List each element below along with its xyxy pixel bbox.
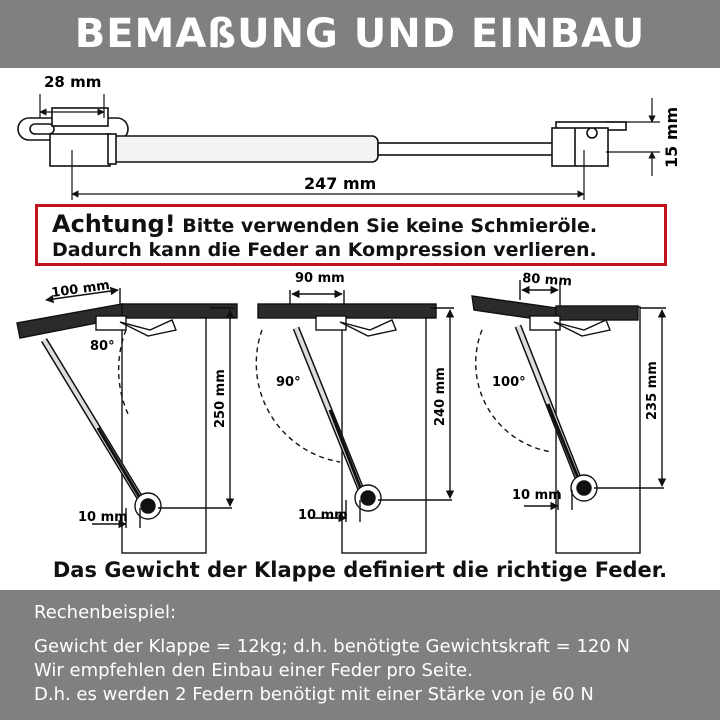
spring-length-label: 247 mm: [304, 174, 377, 193]
height-label-1: 250 mm: [213, 369, 228, 428]
offset-label-1: 10 mm: [78, 510, 128, 525]
flap-width-label-3: 80 mm: [521, 271, 573, 290]
footer-line-1: Gewicht der Klappe = 12kg; d.h. benötigte Gewichtskraft = 120 N: [34, 636, 631, 657]
warning-lead: Achtung!: [52, 210, 176, 238]
gas-spring-drawing: [18, 108, 626, 166]
page-title: BEMAßUNG UND EINBAU: [74, 11, 646, 57]
footer-line-3: D.h. es werden 2 Federn benötigt mit einer Stärke von je 60 N: [34, 684, 594, 705]
angle-label-3: 100°: [492, 375, 526, 390]
footer-line-2: Wir empfehlen den Einbau einer Feder pro Seite.: [34, 660, 473, 681]
warning-line-1: Bitte verwenden Sie keine Schmieröle.: [175, 215, 598, 237]
angle-label-2: 90°: [276, 375, 301, 390]
calculation-footer: [0, 590, 720, 720]
spring-height-label: 15 mm: [662, 106, 681, 168]
install-drawing-1: [17, 278, 237, 553]
offset-label-3: 10 mm: [512, 488, 562, 503]
footer-heading: Rechenbeispiel:: [34, 602, 177, 623]
weight-note: Das Gewicht der Klappe definiert die richtige Feder.: [52, 558, 668, 582]
offset-label-2: 10 mm: [298, 508, 348, 523]
install-drawing-3: [472, 271, 666, 553]
height-label-2: 240 mm: [433, 367, 448, 426]
flap-width-label-2: 90 mm: [295, 271, 345, 286]
height-label-3: 235 mm: [645, 361, 660, 420]
install-drawing-2: [256, 271, 454, 553]
warning-box: [35, 204, 667, 266]
spring-width-label: 28 mm: [44, 73, 102, 91]
flap-width-label-1: 100 mm: [50, 277, 111, 301]
warning-line-2: Dadurch kann die Feder an Kompression verlieren.: [52, 239, 597, 261]
angle-label-1: 80°: [90, 339, 115, 354]
